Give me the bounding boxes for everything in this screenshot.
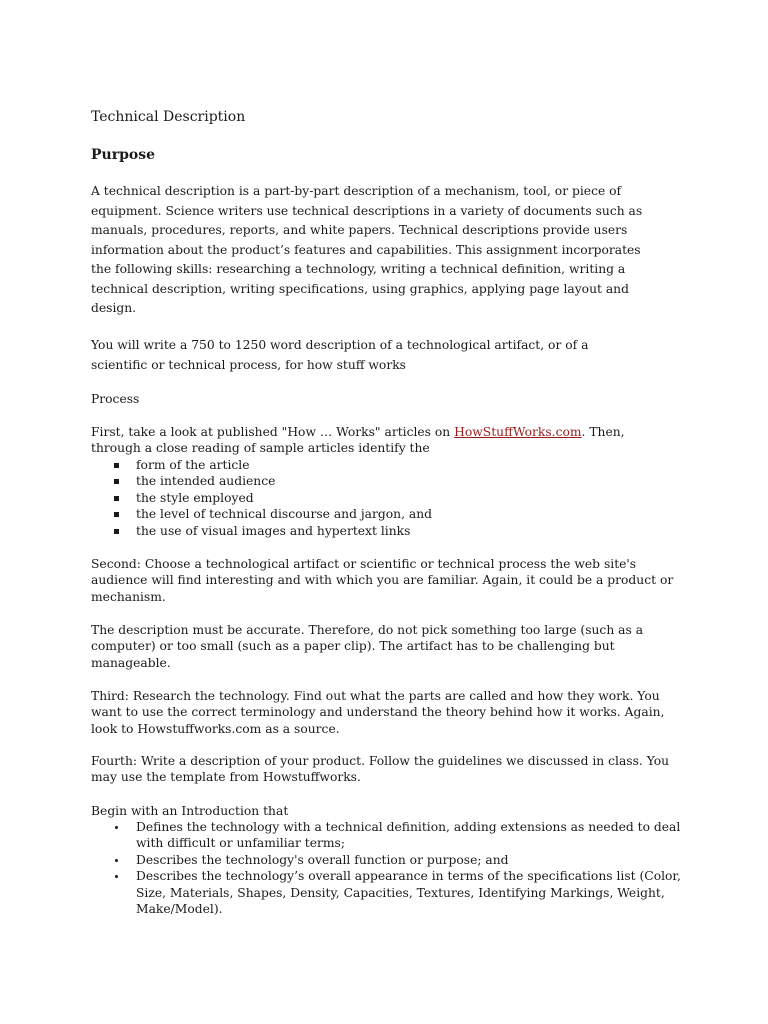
text-line: Fourth: Write a description of your product. Follow the guidelines we discussed in class. You: [91, 754, 670, 768]
text-line: want to use the correct terminology and understand the theory behind how it works. Again,: [91, 705, 665, 720]
introduction-list: [91, 819, 691, 917]
list-item: Describes the technology's overall function or purpose; and: [91, 852, 691, 868]
intro-paragraph: [91, 182, 651, 319]
square-bullet-icon: [114, 512, 119, 517]
list-item: form of the article: [91, 457, 432, 473]
document-title: Technical Description: [91, 109, 246, 125]
purpose-heading: Purpose: [91, 147, 155, 163]
round-bullet-icon: [115, 875, 118, 878]
second-step-paragraph: [91, 556, 681, 605]
text-line: look to Howstuffworks.com as a source.: [91, 721, 340, 736]
square-bullet-icon: [114, 479, 119, 484]
text-line: A technical description is a part-by-part description of a mechanism, tool, or piece of: [91, 184, 622, 198]
fourth-step-paragraph: [91, 753, 681, 786]
accuracy-paragraph: [91, 622, 681, 671]
square-bullet-icon: [114, 463, 119, 468]
text-line: Second: Choose a technological artifact or scientific or technical process the web site's: [91, 557, 637, 571]
list-item: the style employed: [91, 490, 432, 506]
list-item: the level of technical discourse and jargon, and: [91, 506, 432, 522]
square-bullet-icon: [114, 496, 119, 501]
first-step-text-end: . Then,: [581, 425, 625, 439]
howstuffworks-link[interactable]: HowStuffWorks.com: [454, 425, 582, 439]
first-step-paragraph: [91, 424, 681, 457]
list-item: the intended audience: [91, 473, 432, 489]
process-label: Process: [91, 392, 140, 406]
text-line: may use the template from Howstuffworks.: [91, 770, 361, 785]
introduction-lead: Begin with an Introduction that: [91, 804, 289, 818]
assignment-paragraph: [91, 336, 651, 375]
identify-list: [91, 457, 432, 539]
text-line: The description must be accurate. Therefore, do not pick something too large (such as a: [91, 623, 644, 637]
third-step-paragraph: [91, 688, 681, 737]
text-line: manuals, procedures, reports, and white papers. Technical descriptions provide users: [91, 223, 628, 237]
first-step-text: First, take a look at published "How … Works" articles on: [91, 425, 455, 439]
text-line: computer) or too small (such as a paper clip). The artifact has to be challenging but: [91, 639, 615, 654]
list-item: Describes the technology’s overall appearance in terms of the specifications list (Color, Size, Materials, Shapes, Density, Capacities, Textures, Identifying Markings, Weight, Make/Model).: [91, 868, 691, 917]
text-line: technical description, writing specifications, using graphics, applying page layout and: [91, 281, 629, 296]
round-bullet-icon: [115, 859, 118, 862]
text-line: scientific or technical process, for how stuff works: [91, 357, 406, 372]
text-line: the following skills: researching a technology, writing a technical definition, writing a: [91, 262, 626, 276]
list-item: Defines the technology with a technical definition, adding extensions as needed to deal with difficult or unfamiliar terms;: [91, 819, 691, 852]
round-bullet-icon: [115, 826, 118, 829]
text-line: audience will find interesting and with which you are familiar. Again, it could be a product or: [91, 573, 674, 588]
text-line: design.: [91, 301, 137, 315]
text-line: information about the product’s features and capabilities. This assignment incorporates: [91, 242, 641, 257]
text-line: manageable.: [91, 655, 171, 670]
text-line: through a close reading of sample articles identify the: [91, 441, 430, 456]
text-line: mechanism.: [91, 589, 166, 604]
square-bullet-icon: [114, 529, 119, 534]
list-item: the use of visual images and hypertext links: [91, 523, 432, 539]
text-line: You will write a 750 to 1250 word description of a technological artifact, or of a: [91, 338, 589, 352]
text-line: equipment. Science writers use technical descriptions in a variety of documents such as: [91, 203, 643, 218]
text-line: Third: Research the technology. Find out what the parts are called and how they work. You: [91, 689, 660, 703]
